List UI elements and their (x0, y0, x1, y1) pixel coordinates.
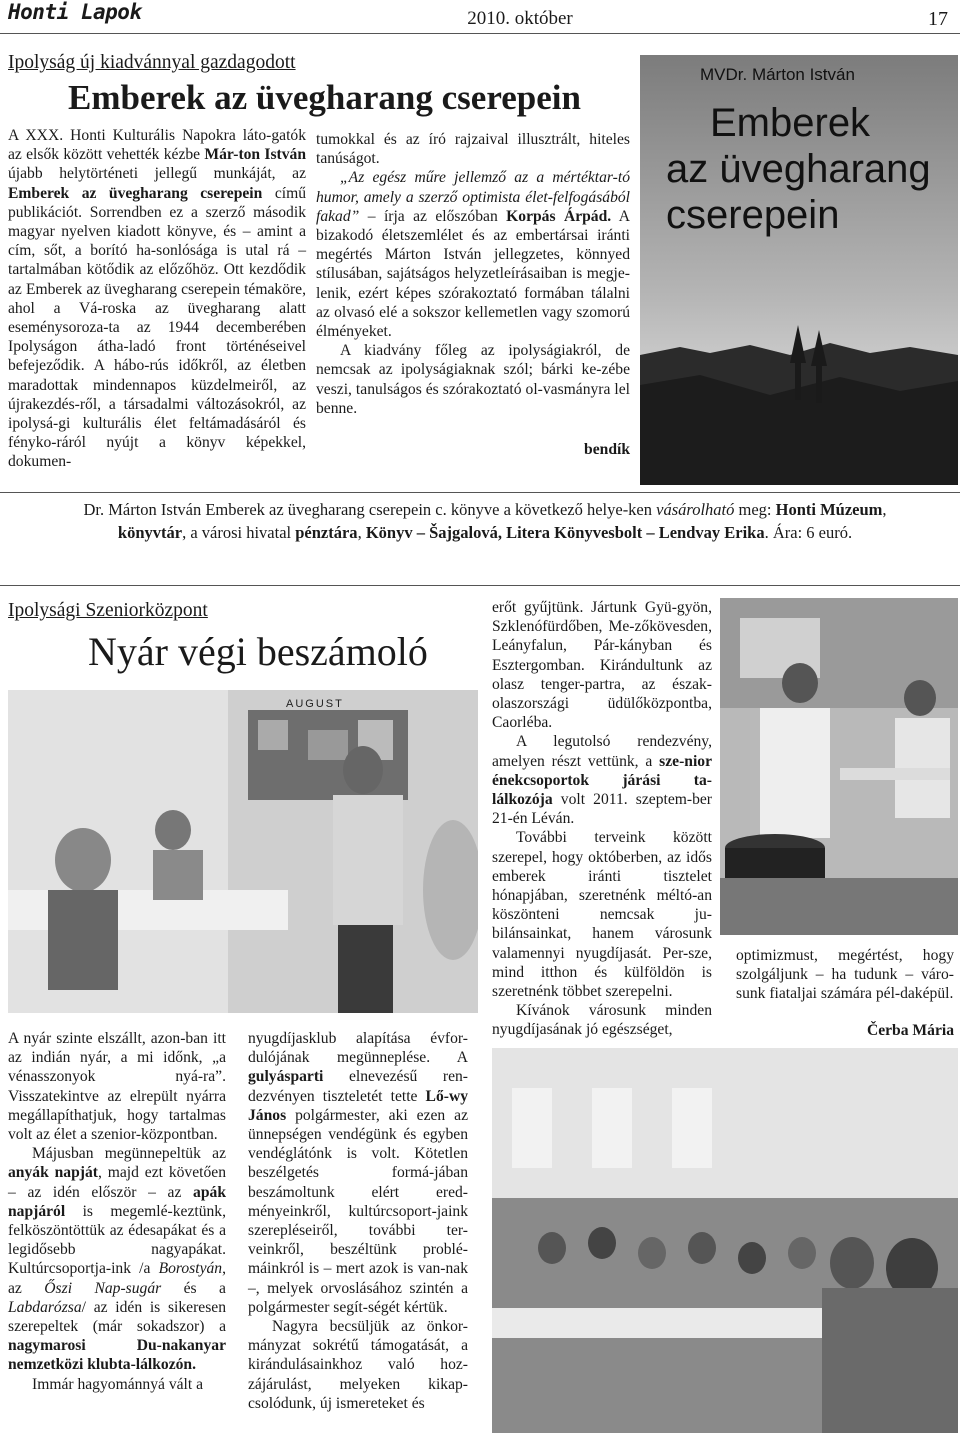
article2-column-3 (492, 598, 712, 1040)
text-run: című publikációt. Sorrendben ez a szerző második magyar nyelven kiadott könyve, és – amint a cím, sőt, a borító ha-sonlósága is utal rá – tartalmában kötődik az előzőhöz. Ott kezdődik az Emberek az üvegharang cserepein témaköre, ahol a Vá-roska az üvegharang alatt eseménysoroza-ta az 1944 decemberében Ipolyságon átha-ladó front történéseivel befejeződik. A hábo-rús időkről, az életben maradottak mindennapos küzdelmeiről, az újrakezdés-ről, a társadalmi változásokról, az ipolysá-gi kulturális élet feltámadásáról és fényko-ráról nyújt a könyv képekkel, dokumen- (8, 184, 306, 471)
text-run: optimizmust, megértést, hogy szolgáljunk – ha tudunk – váro-sunk fiataljai számára pél-daképül. (736, 947, 954, 1003)
cover-author: MVDr. Márton István (700, 65, 855, 84)
header-rule (0, 33, 960, 34)
paragraph (492, 1001, 712, 1039)
article1-headline: Emberek az üvegharang cserepein (68, 78, 581, 117)
paragraph (8, 1029, 226, 1144)
paragraph (492, 732, 712, 828)
text-run: Labdarózsa (8, 1298, 82, 1316)
text-run: nagymarosi Du-nakanyar nemzetközi klubta-lálkozón. (8, 1337, 226, 1374)
text-run: volt 2011. szeptem-ber 21-én Léván. (492, 791, 712, 828)
text-run: Immár hagyománnyá vált a (32, 1375, 204, 1393)
paragraph (8, 1144, 226, 1374)
text-run: Lő-wy János (248, 1087, 468, 1124)
text-run: könyvtár (117, 522, 183, 542)
text-run: / az idén is sikeresen szerepeltek (már sokadszor) a (8, 1298, 226, 1336)
paragraph (8, 1375, 226, 1394)
text-run: gulyásparti (248, 1068, 324, 1086)
text-run: Dr. Márton István Emberek az üvegharang cserepein c. könyve a következő helye-ken (83, 500, 657, 519)
cooking-photo (720, 598, 958, 935)
paragraph (316, 130, 630, 168)
photo-banner-text: AUGUST (286, 698, 344, 710)
text-run: meg: (734, 500, 776, 519)
purchase-info-text (50, 499, 920, 544)
purchase-info-box (0, 492, 960, 586)
text-run: Emberek az üvegharang cserepein (8, 184, 263, 202)
article1-column-1 (8, 126, 306, 472)
text-run: A legutolsó rendezvény, amelyen részt vettünk, a (492, 733, 712, 770)
text-run: Már-ton István (204, 146, 306, 164)
cover-title-line-2: az üvegharang (666, 147, 931, 191)
hall-photo (492, 1048, 958, 1433)
text-run: erőt gyűjtünk. Jártunk Gyü-gyön, Szklenófürdőben, Me-zőkövesden, Leányfalun, Pár-kányban és Esztergomban. Kirándultunk az olasz tenger-partra, az észak-olaszországi üdülőközpontba, Caorléba. (492, 599, 712, 732)
article2-signature: Čerba Mária (866, 1022, 954, 1039)
text-run: és a (161, 1279, 226, 1297)
paragraph (492, 598, 712, 732)
text-run: , a városi hivatal (182, 522, 296, 542)
text-run: Korpás Árpád. (506, 207, 612, 225)
article2-column-2 (248, 1029, 468, 1413)
text-run: Könyv – Šajgalová, Litera Könyvesbolt – Lendvay Erika (365, 522, 765, 542)
text-run: A XXX. Honti Kulturális Napokra láto-gatók az elsők között vehették kézbe (8, 127, 306, 164)
cover-title-line-3: cserepein (666, 193, 840, 237)
text-run: sze-nior énekcsoportok járási ta-lálkozója (492, 752, 712, 809)
text-run: Kívánok városunk minden nyugdíjasának jó egészséget, (492, 1002, 712, 1039)
article2-kicker: Ipolysági Szeniorközpont (8, 600, 208, 621)
text-run: nyugdíjasklub alapítása évfor-dulójának megünneplése. A (248, 1030, 468, 1067)
article1-signature: bendík (584, 441, 630, 458)
paragraph (492, 828, 712, 1001)
text-run: pénztára (295, 522, 358, 542)
cover-title-line-1: Emberek (710, 101, 871, 145)
paragraph (248, 1317, 468, 1413)
paragraph (8, 126, 306, 472)
text-run: vásárolható (656, 500, 735, 519)
text-run: „Az egész műre jellemző az a mértéktar-tó humor, amely a szerző optimista élet-felfogásából fakad” (316, 169, 630, 225)
text-run: apák napjáról (8, 1183, 226, 1220)
text-run: , (357, 522, 366, 542)
masthead-brand: Honti Lapok (8, 0, 142, 24)
text-run: polgármester, aki ezen az ünnepségen vendégünk és egyben vendéglátónk is volt. Kötetlen beszélgetés formá-jában beszámoltunk elért ered-ményeinkről, kultúrcsoport-jaink szerepléseiről, további ter-veinkről, beszéltünk problé-máinkról is – mert azok is van-nak –, melyek orvoslásához szintén a polgármester segít-ségét kértük. (248, 1106, 468, 1316)
text-run: elnevezésű ren-dezvényen tiszteletét tette (248, 1068, 468, 1105)
text-run: , az (8, 1260, 226, 1297)
text-run: További terveink között szerepel, hogy októberben, az idős emberek iránti tisztelet hónapjában, szeretnénk méltó-an köszönteni nemcsak ju-bilánsainkat, hanem városunk valamennyi nyugdíjasát. Per-sze, mind itthon és külföldön is szeretnénk többet szerepelni. (492, 829, 712, 1001)
text-run: – írja az előszóban (359, 207, 507, 225)
paragraph (316, 341, 630, 418)
text-run: Borostyán (158, 1260, 223, 1278)
page-number: 17 (928, 8, 948, 30)
paragraph (736, 946, 954, 1004)
text-run: A bizakodó életszemlélet és az embertársai iránti megértés Márton István jellegzetes, könnyed stílusában, sajátságos helyzetleírásaiban is megje-lenik, ezért képes szórakoztató formában tálalni az olvasó elé a sokszor kellemetlen vagy szomorú élményeket. (316, 207, 630, 341)
text-run: A kiadvány főleg az ipolyságiakról, de nemcsak az ipolyságiaknak szól; bárki ke-zébe veszi, tanulságos és szórakoztató ol-vasmányra lel benne. (316, 342, 630, 417)
text-run: , (882, 500, 887, 519)
text-run: tumokkal és az író rajzaival illusztrált, hiteles tanúságot. (316, 131, 630, 168)
text-run: . Ára: 6 euró. (764, 522, 853, 542)
text-run: is megemlé-keztünk, felköszöntöttük az édesapákat és a legidősebb nagyapákat. Kultúrcsoportja-ink /a (8, 1202, 226, 1278)
article2-headline: Nyár végi beszámoló (88, 629, 428, 674)
text-run: anyák napját (8, 1164, 98, 1182)
article2-column-4 (736, 946, 954, 1004)
text-run: Honti Múzeum (775, 500, 883, 519)
article1-kicker: Ipolyság új kiadvánnyal gazdagodott (8, 52, 296, 73)
paragraph (248, 1029, 468, 1317)
article2-column-1 (8, 1029, 226, 1394)
text-run: Nagyra becsüljük az önkor-mányzat sokrétű támogatását, a kirándulásainkhoz való hoz-zájárulást, melyeken kikap-csolódunk, új ismereteket és (248, 1318, 468, 1412)
paragraph (316, 168, 630, 341)
text-run: Májusban megünnepeltük az (32, 1145, 226, 1163)
book-cover-image (640, 55, 958, 485)
text-run: , majd ezt követően – az idén először – az (8, 1164, 227, 1201)
article1-column-2 (316, 130, 630, 418)
text-run: A nyár szinte elszállt, azon-ban itt az indián nyár, a mi időnk, „a vénasszonyok nyá-ra”. Visszatekintve az elrepült nyárra megállapíthatjuk, hogy tartalmas volt az élet a szenior-központban. (8, 1030, 226, 1144)
issue-date: 2010. október (467, 8, 573, 29)
text-run: Őszi Nap-sugár (44, 1279, 162, 1297)
text-run: újabb helytörténeti jellegű munkáját, az (8, 165, 306, 183)
meeting-photo (8, 690, 478, 1013)
